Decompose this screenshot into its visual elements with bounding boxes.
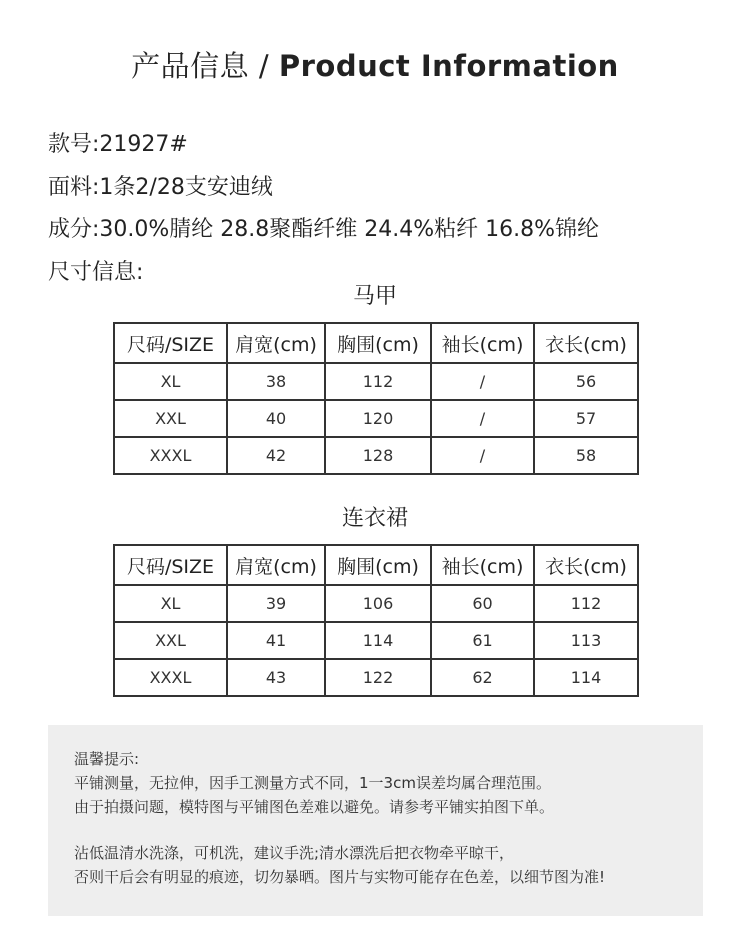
table-cell: 38 [227, 363, 325, 400]
notice-spacer [74, 819, 703, 841]
page-title [0, 44, 750, 85]
table-cell: XL [114, 585, 227, 622]
table-cell: 120 [325, 400, 431, 437]
header-cell: 袖长(cm) [431, 323, 534, 363]
table-cell: 42 [227, 437, 325, 474]
notice-line: 平铺测量，无拉伸，因手工测量方式不同，1一3cm误差均属合理范围。 [74, 774, 551, 792]
vest-table-title: 马甲 [352, 284, 397, 309]
header-cell: 胸围(cm) [325, 545, 431, 585]
notice-heading: 温馨提示: [74, 750, 140, 768]
fabric-info: 面料:1条2/28支安迪绒 [48, 175, 273, 200]
table-cell: 43 [227, 659, 325, 696]
table-cell: 39 [227, 585, 325, 622]
notice-line: 沾低温清水洗涤，可机洗，建议手洗;清水漂洗后把衣物牵平晾干， [74, 844, 515, 862]
header-cell: 尺码/SIZE [114, 545, 227, 585]
table-cell: 113 [534, 622, 638, 659]
table-cell: / [431, 363, 534, 400]
table-cell: 106 [325, 585, 431, 622]
table-cell: 40 [227, 400, 325, 437]
table-cell: 62 [431, 659, 534, 696]
table-cell: 57 [534, 400, 638, 437]
care-notice-box [48, 725, 703, 916]
vest-size-table [113, 322, 639, 475]
table-cell: XXL [114, 400, 227, 437]
page-title-cn: 产品信息 / [131, 49, 279, 83]
table-row [114, 659, 638, 696]
header-cell: 肩宽(cm) [227, 545, 325, 585]
page-title-en: Product Information [278, 49, 619, 83]
table-cell: 58 [534, 437, 638, 474]
dress-table-title: 连衣裙 [341, 506, 408, 531]
dress-size-table [113, 544, 639, 697]
table-row [114, 400, 638, 437]
notice-line: 由于拍摄问题，模特图与平铺图色差难以避免。请参考平铺实拍图下单。 [74, 798, 555, 816]
table-cell: 60 [431, 585, 534, 622]
table-cell: XXXL [114, 437, 227, 474]
header-cell: 衣长(cm) [534, 545, 638, 585]
table-cell: 61 [431, 622, 534, 659]
table-row [114, 585, 638, 622]
table-cell: XXL [114, 622, 227, 659]
table-cell: / [431, 400, 534, 437]
header-cell: 肩宽(cm) [227, 323, 325, 363]
composition-info: 成分:30.0%腈纶 28.8聚酯纤维 24.4%粘纤 16.8%锦纶 [48, 217, 600, 242]
table-row [114, 363, 638, 400]
table-cell: 41 [227, 622, 325, 659]
header-cell: 尺码/SIZE [114, 323, 227, 363]
table-cell: 122 [325, 659, 431, 696]
table-cell: 56 [534, 363, 638, 400]
table-cell: XL [114, 363, 227, 400]
header-cell: 袖长(cm) [431, 545, 534, 585]
table-header-row [114, 545, 638, 585]
table-header-row [114, 323, 638, 363]
table-cell: / [431, 437, 534, 474]
size-info-label: 尺寸信息: [48, 260, 144, 285]
table-cell: XXXL [114, 659, 227, 696]
table-cell: 112 [534, 585, 638, 622]
header-cell: 胸围(cm) [325, 323, 431, 363]
header-cell: 衣长(cm) [534, 323, 638, 363]
table-cell: 114 [534, 659, 638, 696]
notice-line: 否则干后会有明显的痕迹，切勿暴晒。图片与实物可能存在色差，以细节图为准! [74, 868, 606, 886]
table-cell: 112 [325, 363, 431, 400]
table-row [114, 437, 638, 474]
table-cell: 114 [325, 622, 431, 659]
table-cell: 128 [325, 437, 431, 474]
style-number: 款号:21927# [48, 132, 188, 157]
table-row [114, 622, 638, 659]
